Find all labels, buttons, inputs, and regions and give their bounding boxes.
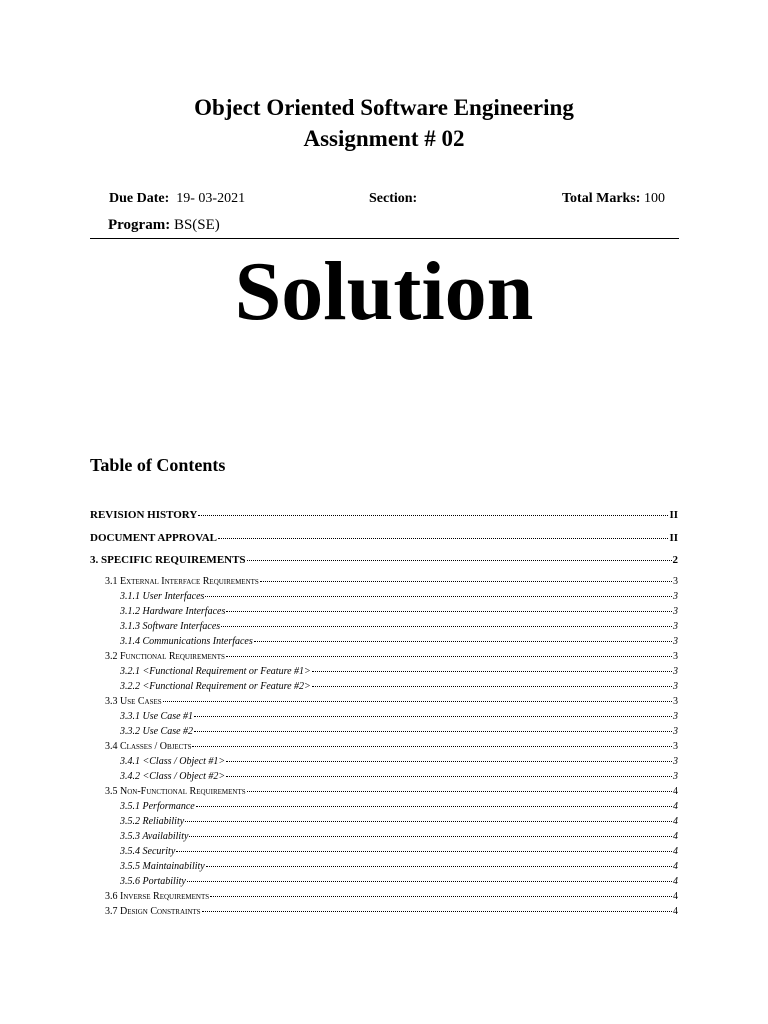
toc-entry-page: 3 <box>673 696 678 707</box>
toc-entry[interactable] <box>120 802 678 812</box>
toc-entry-label: 3.2.2 <Functional Requirement or Feature #2> <box>120 681 311 692</box>
toc-entry[interactable] <box>105 652 678 662</box>
toc-entry[interactable] <box>120 622 678 632</box>
due-date <box>109 191 245 207</box>
toc-entry[interactable] <box>120 682 678 692</box>
toc-entry-label: 3.2.1 <Functional Requirement or Feature #1> <box>120 666 311 677</box>
program <box>108 217 220 234</box>
toc-leader-dots <box>226 761 672 762</box>
toc-leader-dots <box>176 851 672 852</box>
toc-entry-label: 3. SPECIFIC REQUIREMENTS <box>90 554 246 566</box>
toc-entry[interactable] <box>105 577 678 587</box>
toc-leader-dots <box>202 911 672 912</box>
total-marks-value: 100 <box>643 191 665 206</box>
toc-leader-dots <box>198 515 668 516</box>
toc-leader-dots <box>205 596 672 597</box>
toc-entry-label: REVISION HISTORY <box>90 509 198 521</box>
toc-leader-dots <box>218 538 668 539</box>
toc-entry-label: 3.3.1 Use Case #1 <box>120 711 194 722</box>
toc-entry-page: 3 <box>673 771 678 782</box>
toc-entry-page: 4 <box>673 876 678 887</box>
toc-leader-dots <box>221 626 672 627</box>
toc-entry[interactable] <box>120 607 678 617</box>
section-label: Section: <box>369 191 418 206</box>
toc-leader-dots <box>247 560 672 561</box>
toc-entry-label: 3.5.4 Security <box>120 846 176 857</box>
toc-entry-label: 3.4 Classes / Objects <box>105 741 192 752</box>
toc-leader-dots <box>187 881 672 882</box>
toc-entry[interactable] <box>120 727 678 737</box>
toc-entry-page: 4 <box>673 786 678 797</box>
toc-entry-label: 3.4.1 <Class / Object #1> <box>120 756 226 767</box>
toc-entry[interactable] <box>105 697 678 707</box>
toc-entry[interactable] <box>120 877 678 887</box>
toc-leader-dots <box>260 581 672 582</box>
toc-entry-page: 3 <box>673 591 678 602</box>
due-date-value: 19- 03-2021 <box>176 191 246 206</box>
toc-entry-page: 3 <box>673 741 678 752</box>
toc-leader-dots <box>226 776 672 777</box>
toc-entry[interactable] <box>120 847 678 857</box>
toc-entry-label: 3.1.4 Communications Interfaces <box>120 636 253 647</box>
toc-entry-page: 3 <box>673 576 678 587</box>
toc-entry-label: 3.7 Design Constraints <box>105 906 201 917</box>
toc-entry[interactable] <box>120 772 678 782</box>
toc-entry-page: 3 <box>673 666 678 677</box>
document-title: Object Oriented Software Engineering <box>194 95 574 120</box>
toc-leader-dots <box>226 611 672 612</box>
toc-entry-page: 4 <box>673 816 678 827</box>
toc-entry-page: 4 <box>673 846 678 857</box>
toc-entry[interactable] <box>105 892 678 902</box>
toc-entry-page: 2 <box>672 554 678 566</box>
toc-entry[interactable] <box>90 555 678 566</box>
toc-entry-page: 4 <box>673 801 678 812</box>
program-value: BS(SE) <box>173 217 220 233</box>
toc-entry-page: 3 <box>673 651 678 662</box>
program-label: Program: <box>108 217 171 233</box>
toc-entry[interactable] <box>120 832 678 842</box>
toc-leader-dots <box>226 656 672 657</box>
header-divider <box>90 238 679 239</box>
toc-leader-dots <box>192 746 672 747</box>
due-date-label: Due Date: <box>109 191 170 206</box>
toc-entry-label: 3.1.3 Software Interfaces <box>120 621 221 632</box>
toc-entry[interactable] <box>120 592 678 602</box>
toc-entry-page: 4 <box>673 831 678 842</box>
toc-entry-page: II <box>669 532 678 544</box>
toc-entry-page: II <box>669 509 678 521</box>
toc-entry-label: 3.3 Use Cases <box>105 696 162 707</box>
toc-entry-page: 4 <box>673 906 678 917</box>
toc-entry-label: 3.5.3 Availability <box>120 831 189 842</box>
toc-leader-dots <box>312 671 672 672</box>
toc-entry-page: 3 <box>673 606 678 617</box>
total-marks-label: Total Marks: <box>562 191 641 206</box>
toc-entry-page: 3 <box>673 636 678 647</box>
toc-entry-label: 3.2 Functional Requirements <box>105 651 225 662</box>
toc-entry-label: 3.3.2 Use Case #2 <box>120 726 194 737</box>
toc-entry-page: 4 <box>673 891 678 902</box>
toc-leader-dots <box>189 836 672 837</box>
toc-entry-page: 3 <box>673 756 678 767</box>
toc-entry[interactable] <box>120 817 678 827</box>
toc-entry-label: 3.5.5 Maintainability <box>120 861 205 872</box>
toc-entry[interactable] <box>120 712 678 722</box>
toc-entry[interactable] <box>120 637 678 647</box>
toc-entry-page: 3 <box>673 681 678 692</box>
toc-entry-label: 3.1 External Interface Requirements <box>105 576 259 587</box>
toc-entry-label: 3.4.2 <Class / Object #2> <box>120 771 226 782</box>
toc-heading: Table of Contents <box>90 455 226 475</box>
toc-entry-page: 3 <box>673 711 678 722</box>
toc-entry-label: 3.6 Inverse Requirements <box>105 891 210 902</box>
toc-entry-label: 3.5.1 Performance <box>120 801 195 812</box>
toc-leader-dots <box>196 806 672 807</box>
toc-entry[interactable] <box>105 742 678 752</box>
toc-entry[interactable] <box>120 757 678 767</box>
toc-leader-dots <box>194 716 672 717</box>
toc-leader-dots <box>206 866 672 867</box>
toc-entry-label: 3.5 Non-Functional Requirements <box>105 786 246 797</box>
total-marks <box>562 191 665 207</box>
toc-entry[interactable] <box>105 907 678 917</box>
toc-leader-dots <box>194 731 672 732</box>
toc-leader-dots <box>312 686 672 687</box>
toc-leader-dots <box>185 821 672 822</box>
toc-leader-dots <box>163 701 672 702</box>
toc-entry-page: 3 <box>673 621 678 632</box>
toc-entry-label: 3.1.2 Hardware Interfaces <box>120 606 226 617</box>
toc-entry-label: 3.5.2 Reliability <box>120 816 185 827</box>
solution-banner: Solution <box>234 245 534 338</box>
section <box>369 191 417 207</box>
toc-entry-label: DOCUMENT APPROVAL <box>90 532 218 544</box>
toc-entry-page: 3 <box>673 726 678 737</box>
toc-entry[interactable] <box>90 533 678 544</box>
toc-entry-label: 3.5.6 Portability <box>120 876 186 887</box>
toc-leader-dots <box>254 641 672 642</box>
toc-entry[interactable] <box>120 862 678 872</box>
toc-entry-label: 3.1.1 User Interfaces <box>120 591 205 602</box>
toc-entry[interactable] <box>90 510 678 521</box>
assignment-number: Assignment # 02 <box>303 126 465 151</box>
toc-entry-page: 4 <box>673 861 678 872</box>
toc-leader-dots <box>210 896 672 897</box>
toc-leader-dots <box>247 791 672 792</box>
toc-entry[interactable] <box>120 667 678 677</box>
toc-entry[interactable] <box>105 787 678 797</box>
